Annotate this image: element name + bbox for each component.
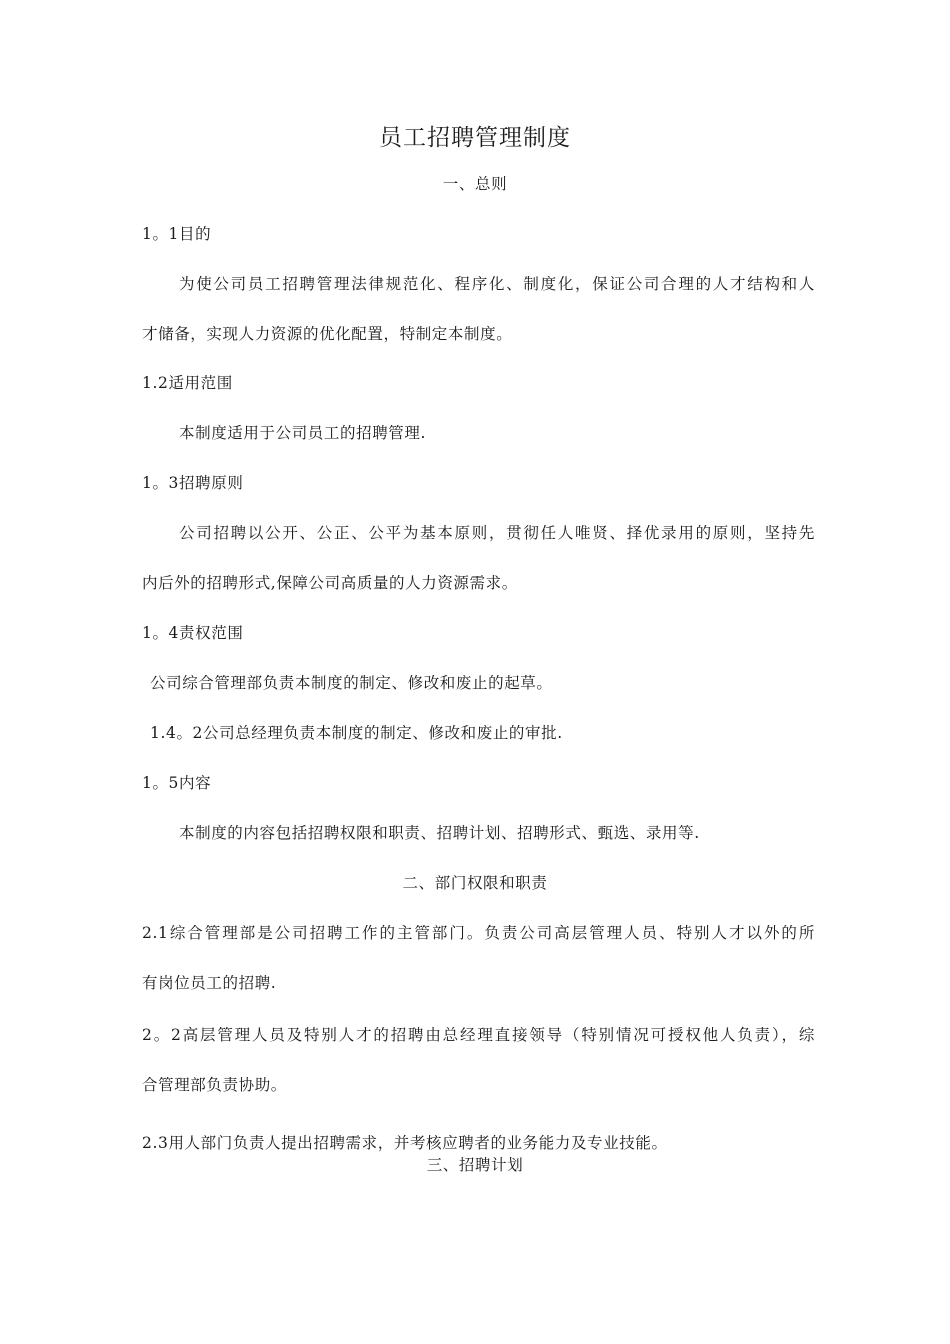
section-heading-plan: 三、招聘计划 [426,1156,524,1174]
paragraph-line: 本制度适用于公司员工的招聘管理. [179,424,427,442]
subsection-heading-content: 1。5内容 [142,774,212,792]
paragraph-line: 为使公司员工招聘管理法律规范化、程序化、制度化，保证公司合理的人才结构和人 [179,275,815,293]
subsection-heading-principles: 1。3招聘原则 [142,474,244,492]
paragraph-line: 公司综合管理部负责本制度的制定、修改和废止的起草。 [150,674,553,692]
subsection-heading-responsibility: 1。4责权范围 [142,624,244,642]
paragraph-line: 2.3用人部门负责人提出招聘需求，并考核应聘者的业务能力及专业技能。 [142,1134,668,1152]
paragraph-line: 合管理部负责协助。 [142,1076,287,1094]
paragraph-line: 2.1综合管理部是公司招聘工作的主管部门。负责公司高层管理人员、特别人才以外的所 [142,924,815,942]
paragraph-line: 才储备，实现人力资源的优化配置，特制定本制度。 [142,325,513,343]
subsection-heading-scope: 1.2适用范围 [142,374,233,392]
document-title: 员工招聘管理制度 [379,125,571,151]
paragraph-line: 本制度的内容包括招聘权限和职责、招聘计划、招聘形式、甄选、录用等. [179,824,700,842]
paragraph-line: 公司招聘以公开、公正、公平为基本原则，贯彻任人唯贤、择优录用的原则，坚持先 [179,524,815,542]
paragraph-line: 1.4。2公司总经理负责本制度的制定、修改和废止的审批. [150,724,563,742]
paragraph-line: 有岗位员工的招聘. [142,974,277,992]
section-heading-departments: 二、部门权限和职责 [402,874,548,892]
paragraph-line: 2。2高层管理人员及特别人才的招聘由总经理直接领导（特别情况可授权他人负责），综 [142,1026,815,1044]
subsection-heading-purpose: 1。1目的 [142,225,212,243]
section-heading-general: 一、总则 [442,175,508,193]
paragraph-line: 内后外的招聘形式,保障公司高质量的人力资源需求。 [142,574,518,592]
